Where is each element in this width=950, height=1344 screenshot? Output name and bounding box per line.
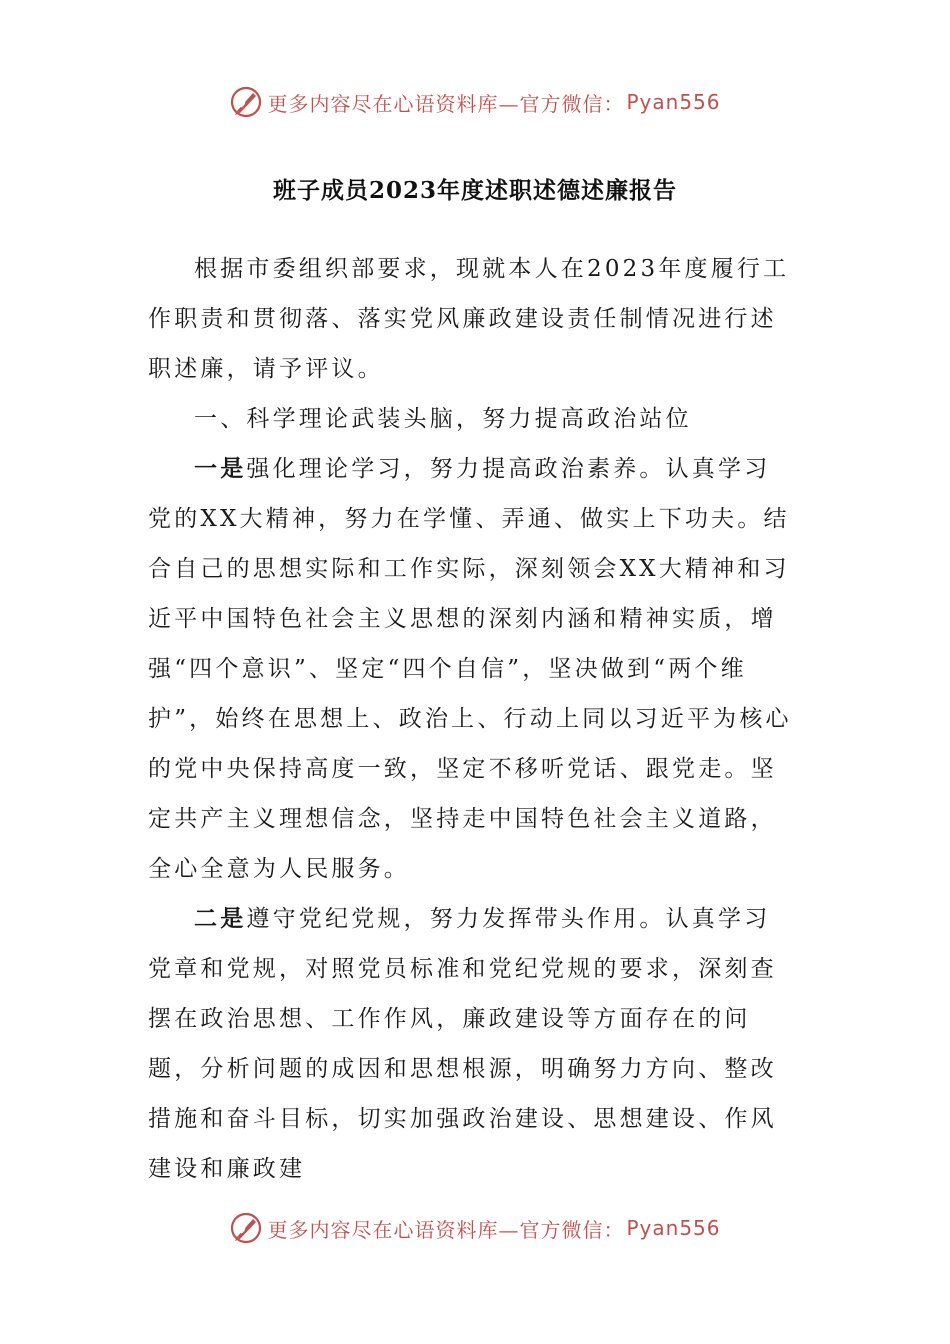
pen-logo-icon: [229, 85, 263, 119]
intro-paragraph: 根据市委组织部要求，现就本人在2023年度履行工作职责和贯彻落、落实党风廉政建设责任制情况进行述职述廉，请予评议。: [148, 256, 790, 382]
point-two-text: 遵守党纪党规，努力发挥带头作用。认真学习党章和党规，对照党员标准和党纪党规的要求，深刻查摆在政治思想、工作作风，廉政建设等方面存在的问题，分析问题的成因和思想根源，明确努力方向、整改措施和奋斗目标，切实加强政治建设、思想建设、作风建设和廉政建: [148, 906, 777, 1182]
point-two-lead: 二是: [194, 905, 247, 932]
watermark-banner-top: [0, 82, 950, 122]
watermark-banner-bottom: [0, 1208, 950, 1248]
watermark-brand-id: Pyan556: [626, 90, 721, 114]
document-body: [148, 244, 796, 1194]
point-one-text: 强化理论学习，努力提高政治素养。认真学习党的XX大精神，努力在学懂、弄通、做实上下功夫。结合自己的思想实际和工作实际，深刻领会XX大精神和习近平中国特色社会主义思想的深刻内涵和精神实质，增强“四个意识”、坚定“四个自信”，坚决做到“两个维护”，始终在思想上、政治上、行动上同以习近平为核心的党中央保持高度一致，坚定不移听党话、跟党走。坚定共产主义理想信念，坚持走中国特色社会主义道路，全心全意为人民服务。: [148, 456, 792, 882]
watermark-brand-text: 更多内容尽在心语资料库—官方微信：: [267, 1217, 625, 1242]
point-one-paragraph: [148, 444, 796, 894]
point-two-paragraph: [148, 894, 796, 1194]
watermark-brand-id: Pyan556: [626, 1216, 721, 1240]
document-title: 班子成员2023年度述职述德述廉报告: [272, 177, 677, 204]
section-heading: 一、科学理论武装头脑，努力提高政治站位: [194, 406, 692, 432]
pen-logo-icon: [229, 1211, 263, 1245]
point-one-lead: 一是: [194, 455, 247, 482]
watermark-brand-text: 更多内容尽在心语资料库—官方微信：: [267, 91, 625, 116]
